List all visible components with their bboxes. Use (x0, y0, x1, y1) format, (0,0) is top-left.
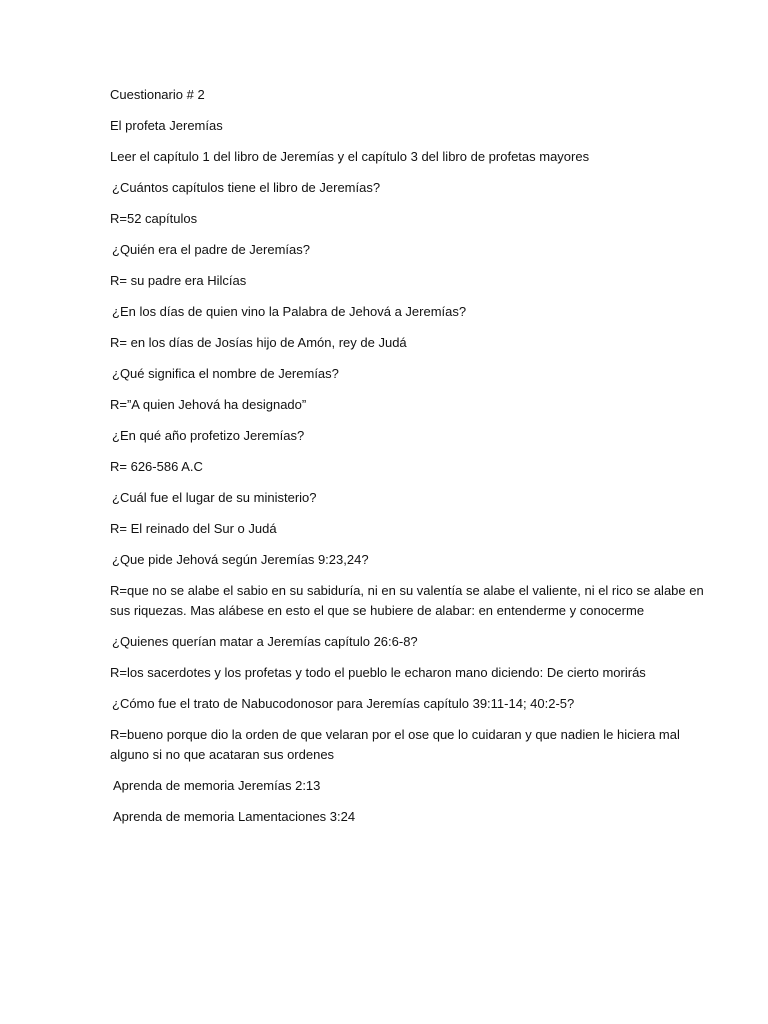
answer-7: R=que no se alabe el sabio en su sabiduría, ni en su valentía se alabe el valiente, ni el rico se alabe en sus riquezas. Mas alábese en esto el que se hubiere de alabar: en entenderme y conocerme (110, 583, 704, 618)
question-5: ¿En qué año profetizo Jeremías? (112, 428, 305, 443)
document-subtitle: El profeta Jeremías (110, 118, 223, 133)
question-3: ¿En los días de quien vino la Palabra de Jehová a Jeremías? (112, 304, 467, 319)
question-1: ¿Cuántos capítulos tiene el libro de Jeremías? (112, 180, 381, 195)
document-instruction: Leer el capítulo 1 del libro de Jeremías y el capítulo 3 del libro de profetas mayores (110, 149, 590, 164)
answer-1: R=52 capítulos (110, 211, 198, 226)
question-9: ¿Cómo fue el trato de Nabucodonosor para Jeremías capítulo 39:11-14; 40:2-5? (112, 696, 575, 711)
answer-5: R= 626-586 A.C (110, 459, 203, 474)
answer-9: R=bueno porque dio la orden de que velaran por el ose que lo cuidaran y que nadien le hiciera mal alguno si no que acataran sus ordenes (110, 727, 680, 762)
question-8: ¿Quienes querían matar a Jeremías capítulo 26:6-8? (112, 634, 418, 649)
question-7: ¿Que pide Jehová según Jeremías 9:23,24? (112, 552, 369, 567)
question-4: ¿Qué significa el nombre de Jeremías? (112, 366, 339, 381)
answer-8: R=los sacerdotes y los profetas y todo el pueblo le echaron mano diciendo: De cierto morirás (110, 665, 646, 680)
question-2: ¿Quién era el padre de Jeremías? (112, 242, 310, 257)
document-title: Cuestionario # 2 (110, 87, 205, 102)
memorize-2: Aprenda de memoria Lamentaciones 3:24 (113, 809, 356, 824)
answer-6: R= El reinado del Sur o Judá (110, 521, 277, 536)
memorize-1: Aprenda de memoria Jeremías 2:13 (113, 778, 321, 793)
answer-4: R=”A quien Jehová ha designado” (110, 397, 307, 412)
question-6: ¿Cuál fue el lugar de su ministerio? (112, 490, 317, 505)
answer-2: R= su padre era Hilcías (110, 273, 247, 288)
answer-3: R= en los días de Josías hijo de Amón, rey de Judá (110, 335, 407, 350)
document-page (110, 85, 710, 838)
